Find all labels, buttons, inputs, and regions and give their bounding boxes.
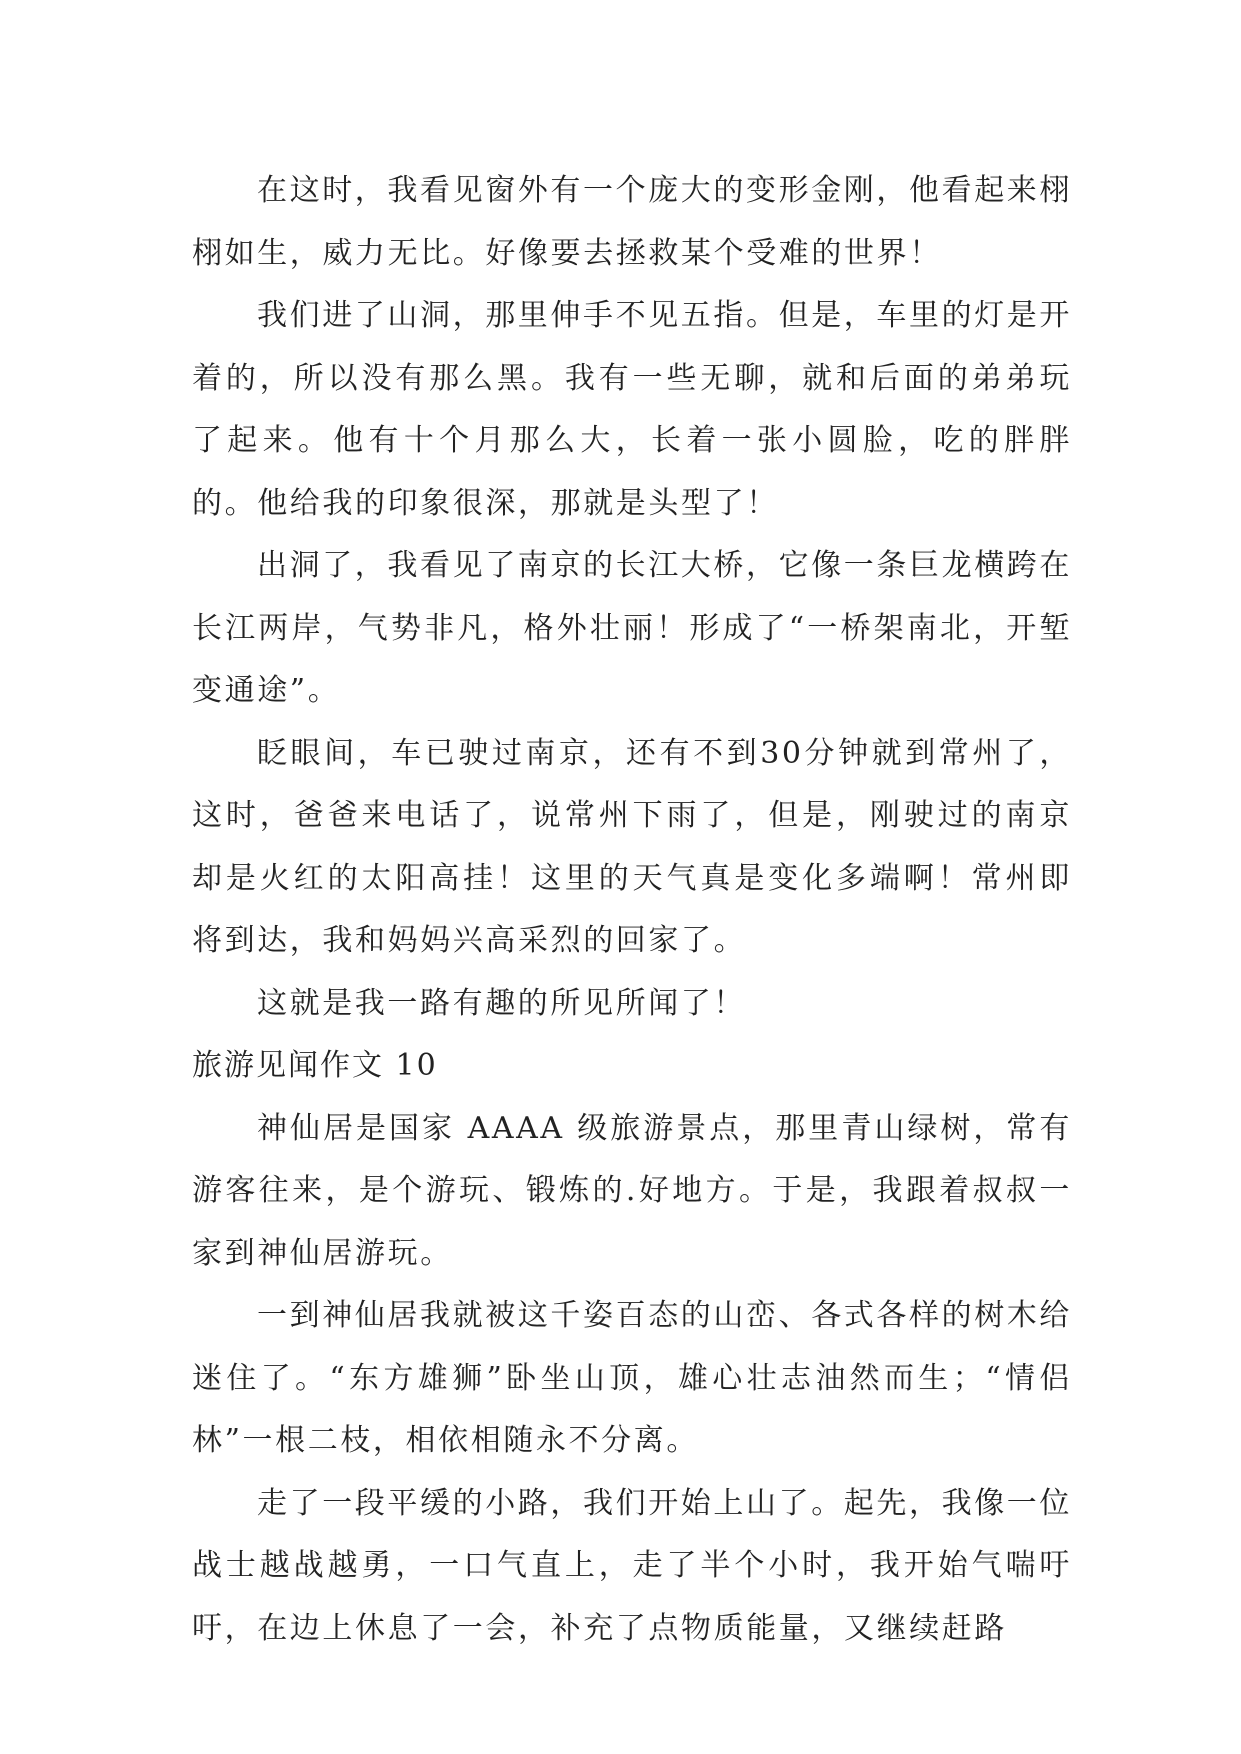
section-title: 旅游见闻作文 10 bbox=[192, 1048, 438, 1083]
paragraph-weather: 眨眼间，车已驶过南京，还有不到30分钟就到常州了，这时，爸爸来电话了，说常州下雨了，但是，刚驶过的南京却是火红的太阳高挂！这里的天气真是变化多端啊！常州即将到达，我和妈妈兴高采烈的回家了。 bbox=[192, 735, 1072, 958]
essay-body bbox=[192, 160, 1072, 1660]
paragraph-climbing: 走了一段平缓的小路，我们开始上山了。起先，我像一位战士越战越勇，一口气直上，走了半个小时，我开始气喘吁吁，在边上休息了一会，补充了点物质能量，又继续赶路 bbox=[192, 1485, 1072, 1646]
paragraph-tunnel: 我们进了山洞，那里伸手不见五指。但是，车里的灯是开着的，所以没有那么黑。我有一些无聊，就和后面的弟弟玩了起来。他有十个月那么大，长着一张小圆脸，吃的胖胖的。他给我的印象很深，那就是头型了！ bbox=[192, 298, 1072, 521]
paragraph-scenery: 一到神仙居我就被这千姿百态的山峦、各式各样的树木给迷住了。“东方雄狮”卧坐山顶，雄心壮志油然而生；“情侣林”一根二枝，相依相随永不分离。 bbox=[192, 1298, 1072, 1458]
paragraph-transformer: 在这时，我看见窗外有一个庞大的变形金刚，他看起来栩栩如生，威力无比。好像要去拯救某个受难的世界！ bbox=[192, 173, 1072, 271]
paragraph-shenxianju-intro: 神仙居是国家 AAAA 级旅游景点，那里青山绿树，常有游客往来，是个游玩、锻炼的.好地方。于是，我跟着叔叔一家到神仙居游玩。 bbox=[192, 1110, 1072, 1271]
paragraph-conclusion: 这就是我一路有趣的所见所闻了！ bbox=[257, 985, 746, 1021]
paragraph-bridge: 出洞了，我看见了南京的长江大桥，它像一条巨龙横跨在长江两岸，气势非凡，格外壮丽！形成了“一桥架南北，开堑变通途”。 bbox=[192, 548, 1072, 708]
